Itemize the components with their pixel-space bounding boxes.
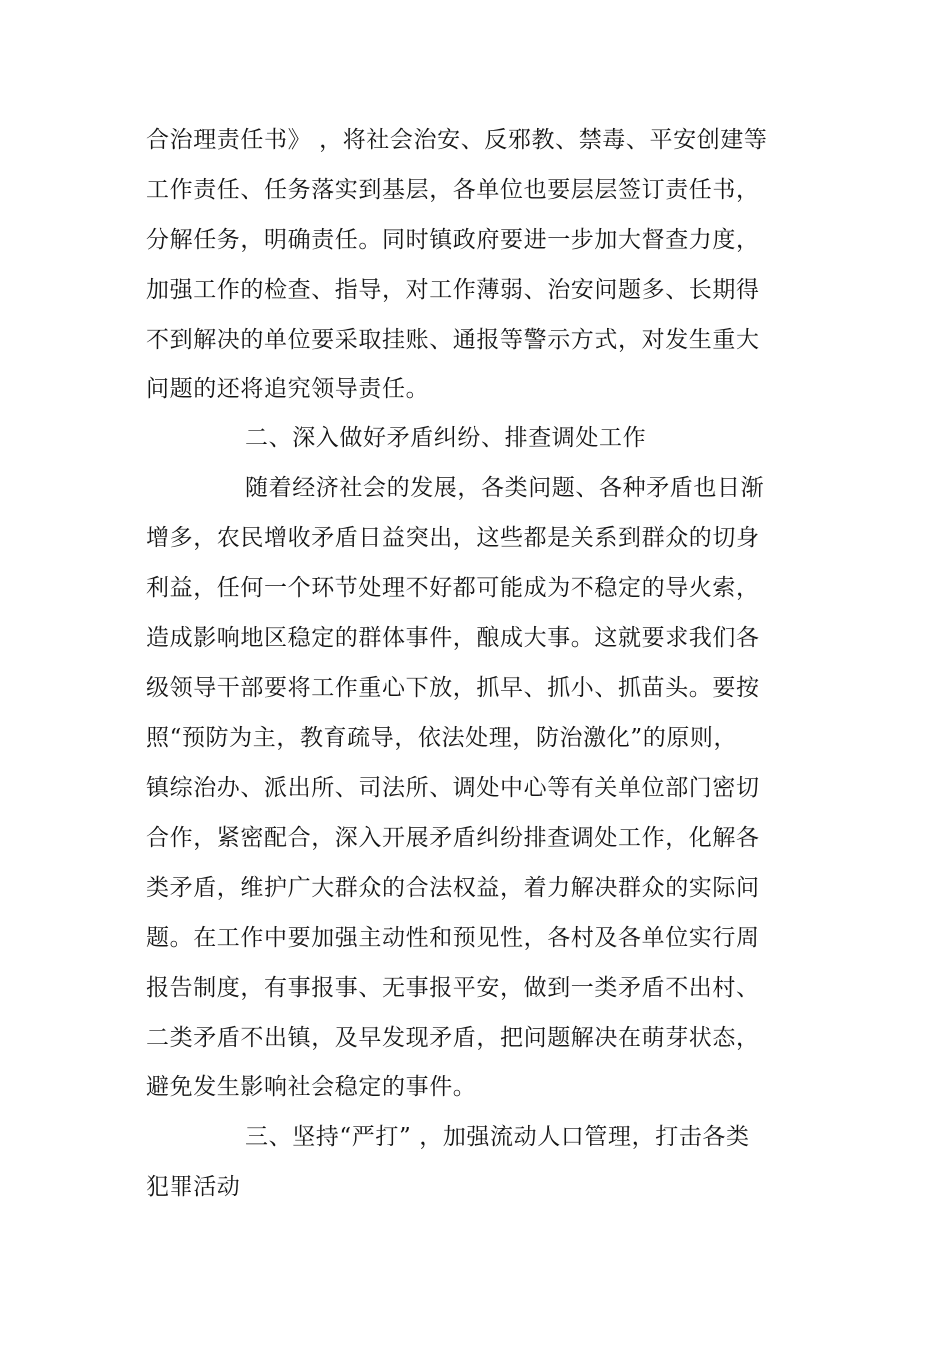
paragraph-line: 不到解决的单位要采取挂账、通报等警示方式，对发生重大 xyxy=(146,327,760,353)
paragraph-line: 增多，农民增收矛盾日益突出，这些都是关系到群众的切身 xyxy=(146,525,760,551)
paragraph-line: 照“预防为主，教育疏导，依法处理，防治激化”的原则， xyxy=(146,725,738,751)
section-heading-3: 三、坚持“严打” ，加强流动人口管理，打击各类 xyxy=(245,1124,750,1150)
paragraph-line: 工作责任、任务落实到基层，各单位也要层层签订责任书， xyxy=(146,177,760,203)
paragraph-line: 造成影响地区稳定的群体事件，酿成大事。这就要求我们各 xyxy=(146,625,760,651)
paragraph-line: 类矛盾，维护广大群众的合法权益，着力解决群众的实际问 xyxy=(146,875,760,901)
paragraph-line: 题。在工作中要加强主动性和预见性，各村及各单位实行周 xyxy=(146,925,760,951)
section-heading-3-continued: 犯罪活动 xyxy=(146,1174,241,1200)
paragraph-line: 随着经济社会的发展，各类问题、各种矛盾也日渐 xyxy=(245,475,765,501)
paragraph-line: 合治理责任书》 ，将社会治安、反邪教、禁毒、平安创建等 xyxy=(146,127,768,153)
paragraph-line: 级领导干部要将工作重心下放，抓早、抓小、抓苗头。要按 xyxy=(146,675,760,701)
paragraph-line: 合作，紧密配合，深入开展矛盾纠纷排查调处工作，化解各 xyxy=(146,825,760,851)
paragraph-line: 分解任务，明确责任。同时镇政府要进一步加大督查力度， xyxy=(146,227,760,253)
paragraph-line: 报告制度，有事报事、无事报平安，做到一类矛盾不出村、 xyxy=(146,975,760,1001)
paragraph-line: 利益，任何一个环节处理不好都可能成为不稳定的导火索， xyxy=(146,575,760,601)
paragraph-line: 镇综治办、派出所、司法所、调处中心等有关单位部门密切 xyxy=(146,775,760,801)
paragraph-line: 问题的还将追究领导责任。 xyxy=(146,376,430,402)
section-heading-2: 二、深入做好矛盾纠纷、排查调处工作 xyxy=(245,425,647,451)
paragraph-line: 二类矛盾不出镇，及早发现矛盾，把问题解决在萌芽状态， xyxy=(146,1025,760,1051)
paragraph-line: 避免发生影响社会稳定的事件。 xyxy=(146,1074,477,1100)
paragraph-line: 加强工作的检查、指导，对工作薄弱、治安问题多、长期得 xyxy=(146,277,760,303)
